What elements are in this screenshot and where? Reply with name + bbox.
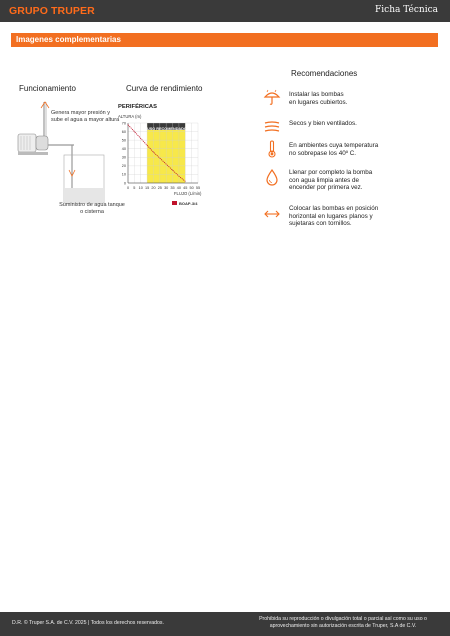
page-header: [0, 0, 450, 22]
ventilation-icon: [263, 118, 281, 136]
y-tick-label: 70: [121, 121, 126, 126]
legend-series-label: BOAP-3/4: [179, 201, 198, 206]
chart-title: PERIFÉRICAS: [118, 104, 157, 110]
truper-logo: GRUPO TRUPER: [9, 5, 95, 17]
document-type-label: Ficha Técnica: [375, 5, 438, 15]
series-point: [147, 145, 148, 146]
x-tick-label: 35: [170, 186, 175, 190]
section-header-bar: [11, 33, 438, 47]
y-tick-label: 30: [121, 155, 126, 160]
horizontal-arrows-icon: [263, 205, 281, 223]
series-point: [166, 164, 167, 165]
thermometer-icon: [263, 140, 281, 158]
funcionamiento-title: Funcionamiento: [19, 84, 76, 93]
x-tick-label: 40: [176, 186, 182, 190]
x-tick-label: 20: [151, 186, 156, 190]
series-point: [153, 152, 154, 153]
chart-y-axis-label: ALTURA (m): [118, 114, 142, 119]
series-point: [128, 124, 129, 125]
funcionamiento-text-top: Genera mayor presión y sube el agua a mayor altura: [51, 110, 120, 123]
footer-disclaimer: Prohibida su reproducción o divulgación total o parcial así como su uso o aprovechamiento sin autorización escrita de Truper, S.A de C.V.: [259, 616, 427, 629]
series-point: [140, 138, 141, 139]
x-tick-label: 0: [126, 186, 130, 190]
y-tick-label: 40: [121, 147, 126, 152]
series-point: [185, 181, 186, 182]
legend-swatch: [172, 201, 177, 205]
series-point: [159, 158, 160, 159]
recomendaciones-title: Recomendaciones: [291, 69, 358, 78]
curva-title: Curva de rendimiento: [126, 84, 203, 93]
x-tick-label: 45: [183, 186, 188, 190]
y-tick-label: 0: [123, 181, 126, 186]
page-footer: [0, 612, 450, 636]
recommendation-text: Colocar las bombas en posición horizontal en lugares planos y sujetaras con tornillos.: [289, 205, 379, 228]
recommendation-text: En ambientes cuya temperatura no sobrepase los 40º C.: [289, 142, 379, 157]
series-point: [172, 170, 173, 171]
x-tick-label: 15: [144, 186, 150, 190]
section-title: Imagenes complementarias: [16, 35, 121, 44]
funcionamiento-text-bottom: Suministro de agua tanque o cisterna: [59, 202, 125, 215]
x-tick-label: 30: [164, 186, 169, 190]
y-tick-label: 50: [121, 138, 126, 143]
footer-copyright: D.R. © Truper S.A. de C.V. 2025 | Todos los derechos reservados.: [12, 620, 164, 626]
water-drop-icon: [263, 168, 281, 186]
chart-x-axis-label: FLUJO (L/min): [174, 191, 202, 196]
recommended-zone-label: USO RECOMENDADO: [147, 127, 187, 131]
series-point: [179, 176, 180, 177]
x-tick-label: 55: [195, 186, 201, 190]
y-tick-label: 60: [121, 129, 126, 134]
recommendation-text: Llenar por completo la bomba con agua limpia antes de encender por primera vez.: [289, 169, 373, 192]
x-tick-label: 50: [189, 186, 194, 190]
y-tick-label: 20: [121, 164, 126, 169]
recommendation-text: Secos y bien ventilados.: [289, 120, 357, 127]
x-tick-label: 25: [157, 186, 162, 190]
x-tick-label: 10: [138, 186, 143, 190]
x-tick-label: 5: [133, 186, 136, 190]
recommendation-text: Instalar las bombas en lugares cubiertos.: [289, 91, 348, 106]
y-tick-label: 10: [121, 172, 126, 177]
umbrella-icon: [263, 88, 281, 106]
series-point: [134, 131, 135, 132]
